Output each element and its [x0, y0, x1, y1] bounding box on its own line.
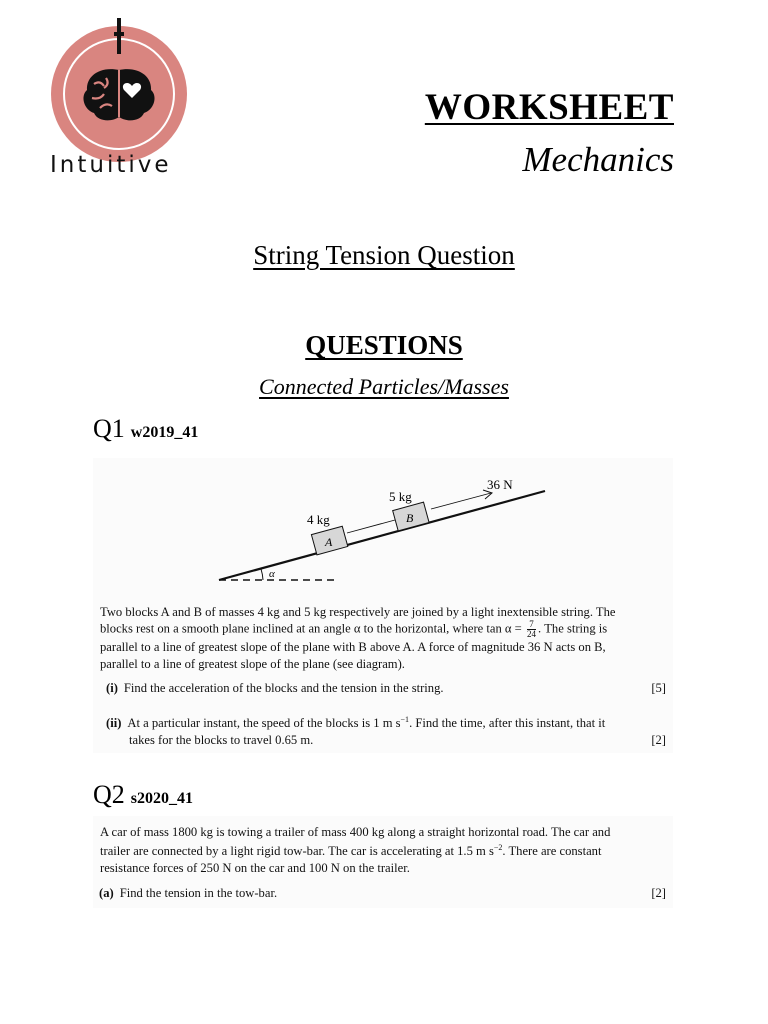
tan-fraction: $\frac{7}{24}$	[526, 619, 536, 640]
q1-part-i-label: (i)	[106, 681, 118, 695]
q2-part-a-text: Find the tension in the tow-bar.	[119, 886, 278, 900]
worksheet-subtitle: Mechanics	[522, 140, 674, 179]
q2-part-a	[99, 885, 666, 901]
q2-label	[93, 780, 193, 810]
q2-panel	[93, 816, 673, 908]
q1-para-line2: blocks rest on a smooth plane inclined at an angle α to the horizontal, where tan α = $\frac{7}{24}$ . The string is	[100, 619, 608, 640]
mass-a-label: 4 kg	[307, 512, 330, 527]
mass-b-label: 5 kg	[389, 489, 412, 504]
block-b-label: B	[406, 511, 414, 525]
q1-number: Q1	[93, 414, 125, 443]
q1-label	[93, 414, 198, 444]
worksheet-title: WORKSHEET	[424, 87, 674, 128]
q1-part-i-marks: [5]	[651, 681, 666, 695]
q2-part-a-marks: [2]	[651, 886, 666, 900]
q1-paragraph	[100, 604, 666, 672]
q2-paragraph	[100, 824, 666, 876]
brain-icon	[83, 69, 154, 120]
logo-text: Intuitive	[50, 152, 172, 178]
q2-para-line3: resistance forces of 250 N on the car and 100 N on the trailer.	[100, 861, 410, 875]
q1-para-line3: parallel to a line of greatest slope of the plane with B above A. A force of magnitude 36 N acts on B,	[100, 640, 606, 655]
block-a-label: A	[325, 535, 333, 549]
force-label: 36 N	[487, 477, 513, 492]
q1-part-i	[106, 680, 666, 696]
section-heading: Connected Particles/Masses	[259, 374, 509, 399]
q2-para-line1: A car of mass 1800 kg is towing a trailer of mass 400 kg along a straight horizontal road. The car and	[100, 825, 611, 839]
q1-part-ii: (ii) At a particular instant, the speed of the blocks is 1 m $s^{-1}$. Find the time, after this instant, that it takes for the blocks to travel 0.65 m. [2]	[106, 715, 666, 747]
q2-part-a-label: (a)	[99, 886, 114, 900]
incline-diagram	[93, 458, 673, 598]
q2-number: Q2	[93, 780, 125, 809]
q1-part-i-text: Find the acceleration of the blocks and the tension in the string.	[123, 681, 444, 695]
q1-para-line1: Two blocks A and B of masses 4 kg and 5 kg respectively are joined by a light inextensible string. The	[100, 605, 616, 619]
q2-code: s2020_41	[130, 790, 194, 807]
topic-heading: String Tension Question	[253, 240, 515, 270]
questions-heading: QUESTIONS	[305, 330, 463, 360]
q1-part-ii-label: (ii)	[106, 716, 122, 731]
force-arrow	[431, 493, 491, 509]
angle-label: α	[269, 568, 275, 580]
q2-para-line2: trailer are connected by a light rigid tow-bar. The car is accelerating at 1.5 m $s^{-2}$. There are constant	[100, 843, 602, 859]
string	[347, 520, 395, 533]
incline-plane	[219, 491, 545, 580]
q1-code: w2019_41	[130, 424, 199, 441]
q1-panel	[93, 458, 673, 753]
q1-part-ii-marks: [2]	[651, 732, 666, 747]
q1-para-line4: parallel to a line of greatest slope of the plane (see diagram).	[100, 656, 405, 671]
